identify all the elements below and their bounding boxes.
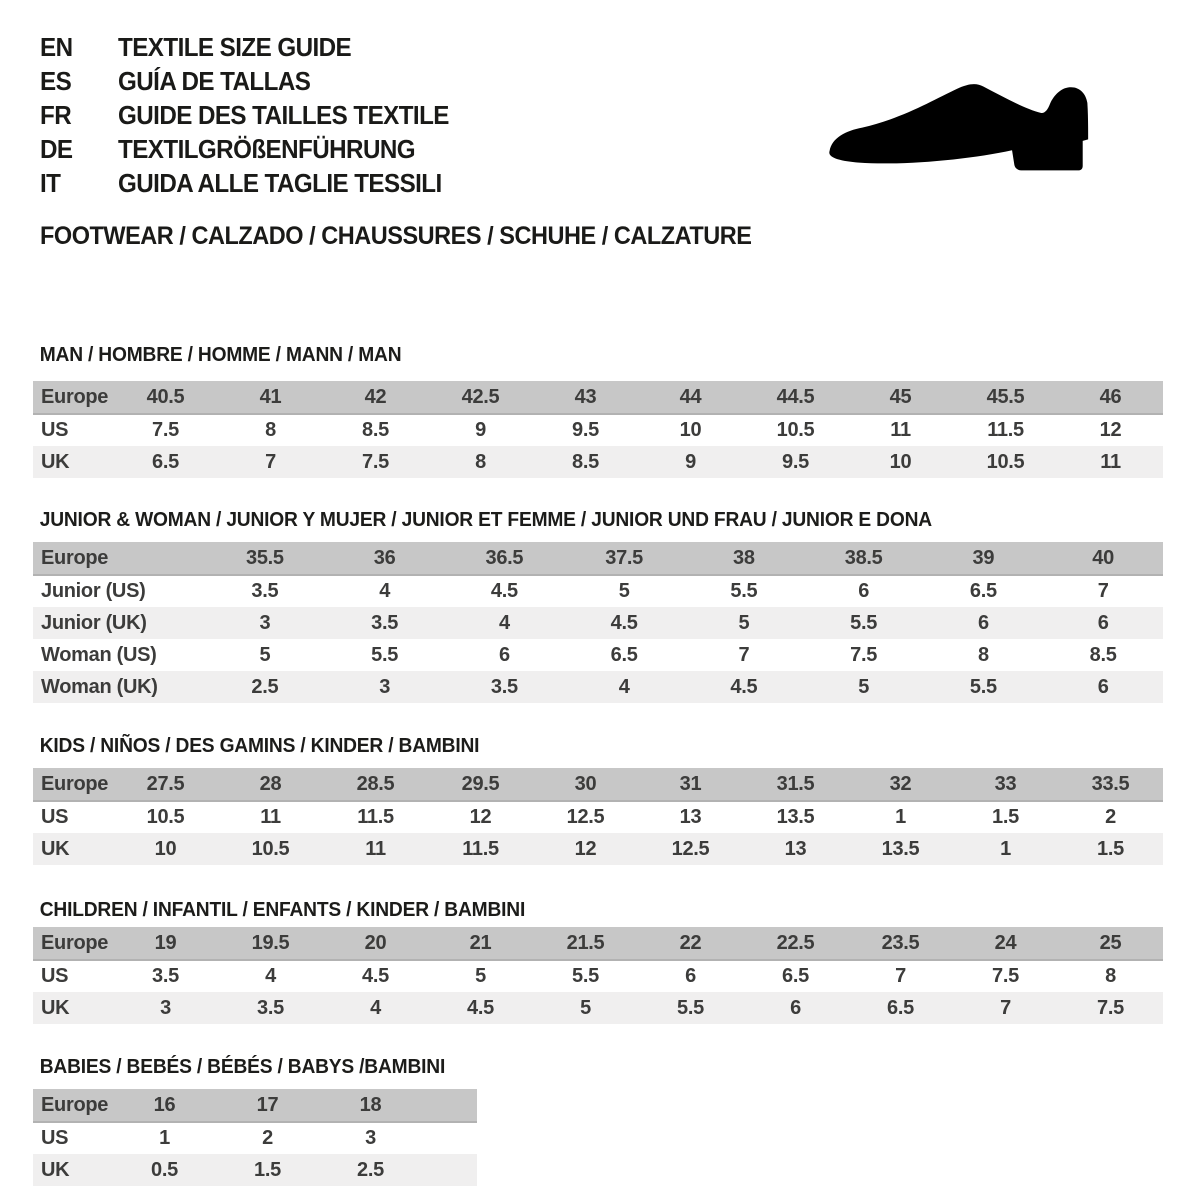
size-cell: 28 [218,768,323,801]
table-row [33,927,1163,960]
size-cell: 2.5 [205,671,325,703]
size-table-kids [33,768,1163,865]
size-cell: 4 [323,992,428,1024]
size-cell: 10 [638,414,743,446]
table-row [33,414,1163,446]
size-cell: 5 [684,607,804,639]
language-row [40,30,474,64]
size-cell: 7 [1043,575,1163,607]
size-cell: 6.5 [924,575,1044,607]
size-cell: 9 [428,414,533,446]
size-cell: 5 [205,639,325,671]
table-row [33,1154,477,1186]
size-cell: 39 [924,542,1044,575]
size-cell: 5 [428,960,533,992]
size-cell: 28.5 [323,768,428,801]
size-cell: 3.5 [218,992,323,1024]
size-cell: 4 [564,671,684,703]
size-cell: 37.5 [564,542,684,575]
language-label: TEXTILGRÖßENFÜHRUNG [118,133,416,164]
section-junior-woman [33,508,1163,703]
row-label: Europe [33,768,113,801]
language-code: FR [40,99,72,130]
size-cell: 7 [953,992,1058,1024]
size-cell: 4.5 [564,607,684,639]
size-cell: 29.5 [428,768,533,801]
section-kids [33,734,1163,865]
language-code: EN [40,31,73,62]
size-table-babies [33,1089,477,1186]
size-cell: 11 [218,801,323,833]
row-label: Europe [33,1089,113,1122]
section-children [33,898,1163,1024]
size-cell: 31 [638,768,743,801]
size-cell: 3.5 [205,575,325,607]
size-cell: 6 [638,960,743,992]
size-cell: 10.5 [218,833,323,865]
language-code: IT [40,167,61,198]
size-cell: 8.5 [1043,639,1163,671]
size-cell: 1 [113,1122,216,1154]
row-label: UK [33,446,113,478]
size-cell: 3.5 [113,960,218,992]
size-cell: 5.5 [684,575,804,607]
size-cell: 6 [1043,671,1163,703]
size-cell: 33 [953,768,1058,801]
row-label: US [33,1122,113,1154]
size-cell: 40.5 [113,381,218,414]
size-cell: 33.5 [1058,768,1163,801]
table-row [33,381,1163,414]
size-cell: 6.5 [113,446,218,478]
size-cell: 4.5 [323,960,428,992]
row-label: Europe [33,381,113,414]
size-cell: 11.5 [323,801,428,833]
size-cell: 13 [638,801,743,833]
size-table-children [33,927,1163,1024]
size-cell: 10.5 [953,446,1058,478]
size-cell: 3.5 [445,671,565,703]
size-cell: 30 [533,768,638,801]
table-row [33,542,1163,575]
table-row [33,1089,477,1122]
section-babies [33,1055,1163,1186]
size-cell: 17 [216,1089,319,1122]
size-cell: 27.5 [113,768,218,801]
size-cell: 5.5 [804,607,924,639]
size-cell: 1 [953,833,1058,865]
row-label: Woman (UK) [33,671,205,703]
size-cell: 12 [1058,414,1163,446]
size-cell: 8 [1058,960,1163,992]
language-label: GUÍA DE TALLAS [118,65,311,96]
size-cell: 3 [205,607,325,639]
size-cell: 6 [743,992,848,1024]
size-cell: 8.5 [533,446,638,478]
table-row [33,575,1163,607]
row-label: Woman (US) [33,639,205,671]
table-title: CHILDREN / INFANTIL / ENFANTS / KINDER / BAMBINI [39,899,526,921]
size-cell: 6 [804,575,924,607]
size-cell: 8.5 [323,414,428,446]
size-cell: 7 [218,446,323,478]
size-cell: 12.5 [638,833,743,865]
size-cell: 9 [638,446,743,478]
size-cell: 6.5 [848,992,953,1024]
size-cell: 20 [323,927,428,960]
size-cell: 11 [1058,446,1163,478]
language-label: GUIDE DES TAILLES TEXTILE [118,99,449,130]
table-title: JUNIOR & WOMAN / JUNIOR Y MUJER / JUNIOR ET FEMME / JUNIOR UND FRAU / JUNIOR E DONA [39,509,932,531]
size-cell: 38 [684,542,804,575]
size-cell: 5 [533,992,638,1024]
size-cell: 25 [1058,927,1163,960]
size-cell: 16 [113,1089,216,1122]
table-row [33,446,1163,478]
size-cell: 13.5 [848,833,953,865]
row-label: Europe [33,927,113,960]
table-row [33,768,1163,801]
row-label: UK [33,992,113,1024]
size-cell: 21 [428,927,533,960]
size-cell: 2 [1058,801,1163,833]
size-cell: 0.5 [113,1154,216,1186]
size-cell: 4.5 [684,671,804,703]
size-table-junior-woman [33,542,1163,703]
table-row [33,992,1163,1024]
size-cell: 4 [218,960,323,992]
size-cell: 10.5 [743,414,848,446]
size-cell: 8 [218,414,323,446]
size-cell: 41 [218,381,323,414]
filler-cell [422,1122,477,1154]
size-cell: 45.5 [953,381,1058,414]
size-cell: 12 [533,833,638,865]
table-title: MAN / HOMBRE / HOMME / MANN / MAN [39,344,402,366]
size-cell: 11 [323,833,428,865]
size-cell: 7.5 [1058,992,1163,1024]
size-cell: 8 [428,446,533,478]
size-cell: 6.5 [564,639,684,671]
size-cell: 22 [638,927,743,960]
size-cell: 5 [804,671,924,703]
shoe-icon [798,64,1150,196]
size-cell: 24 [953,927,1058,960]
size-cell: 19.5 [218,927,323,960]
size-cell: 5.5 [533,960,638,992]
size-cell: 10 [113,833,218,865]
row-label: US [33,414,113,446]
size-cell: 23.5 [848,927,953,960]
row-label: UK [33,833,113,865]
size-cell: 9.5 [533,414,638,446]
size-cell: 1.5 [216,1154,319,1186]
size-cell: 44.5 [743,381,848,414]
language-code: DE [40,133,73,164]
filler-cell [422,1154,477,1186]
size-cell: 44 [638,381,743,414]
language-row [40,132,474,166]
language-label: GUIDA ALLE TAGLIE TESSILI [118,167,442,198]
table-row [33,960,1163,992]
size-cell: 5 [564,575,684,607]
size-cell: 42.5 [428,381,533,414]
size-cell: 46 [1058,381,1163,414]
language-label: TEXTILE SIZE GUIDE [118,31,352,62]
table-title: BABIES / BEBÉS / BÉBÉS / BABYS /BAMBINI [39,1056,446,1078]
size-cell: 7.5 [113,414,218,446]
size-cell: 2.5 [319,1154,422,1186]
size-cell: 5.5 [638,992,743,1024]
row-label: Europe [33,542,205,575]
size-cell: 7.5 [953,960,1058,992]
size-cell: 40 [1043,542,1163,575]
size-cell: 9.5 [743,446,848,478]
size-cell: 10 [848,446,953,478]
size-tables [33,343,1163,1186]
size-cell: 43 [533,381,638,414]
size-cell: 5.5 [924,671,1044,703]
size-cell: 4.5 [445,575,565,607]
size-cell: 10.5 [113,801,218,833]
size-cell: 18 [319,1089,422,1122]
section-man [33,343,1163,478]
size-cell: 11 [848,414,953,446]
language-code: ES [40,65,72,96]
size-cell: 3.5 [325,607,445,639]
size-cell: 1.5 [1058,833,1163,865]
size-cell: 6 [924,607,1044,639]
table-row [33,1122,477,1154]
size-cell: 35.5 [205,542,325,575]
size-cell: 36.5 [445,542,565,575]
size-cell: 4.5 [428,992,533,1024]
size-cell: 6.5 [743,960,848,992]
size-cell: 45 [848,381,953,414]
size-table-man [33,381,1163,478]
size-cell: 38.5 [804,542,924,575]
size-cell: 8 [924,639,1044,671]
size-cell: 3 [319,1122,422,1154]
size-cell: 6 [445,639,565,671]
row-label: US [33,801,113,833]
size-cell: 31.5 [743,768,848,801]
size-cell: 22.5 [743,927,848,960]
size-cell: 7.5 [323,446,428,478]
size-cell: 3 [325,671,445,703]
language-row [40,166,474,200]
size-cell: 12.5 [533,801,638,833]
size-cell: 11.5 [428,833,533,865]
size-cell: 21.5 [533,927,638,960]
table-row [33,639,1163,671]
size-cell: 11.5 [953,414,1058,446]
size-cell: 7 [848,960,953,992]
size-cell: 7 [684,639,804,671]
row-label: US [33,960,113,992]
row-label: Junior (UK) [33,607,205,639]
size-cell: 12 [428,801,533,833]
size-cell: 1 [848,801,953,833]
table-row [33,833,1163,865]
size-cell: 13 [743,833,848,865]
table-row [33,801,1163,833]
size-cell: 2 [216,1122,319,1154]
size-cell: 4 [445,607,565,639]
language-row [40,98,474,132]
language-list [40,30,474,200]
size-cell: 5.5 [325,639,445,671]
size-cell: 42 [323,381,428,414]
size-cell: 7.5 [804,639,924,671]
size-cell: 19 [113,927,218,960]
size-cell: 3 [113,992,218,1024]
size-cell: 36 [325,542,445,575]
size-cell: 4 [325,575,445,607]
size-cell: 32 [848,768,953,801]
table-title: KIDS / NIÑOS / DES GAMINS / KINDER / BAMBINI [39,735,480,757]
size-cell: 1.5 [953,801,1058,833]
table-row [33,671,1163,703]
row-label: Junior (US) [33,575,205,607]
table-row [33,607,1163,639]
language-row [40,64,474,98]
size-cell: 6 [1043,607,1163,639]
size-cell: 13.5 [743,801,848,833]
row-label: UK [33,1154,113,1186]
filler-cell [422,1089,477,1122]
category-line: FOOTWEAR / CALZADO / CHAUSSURES / SCHUHE / CALZATURE [40,222,752,250]
